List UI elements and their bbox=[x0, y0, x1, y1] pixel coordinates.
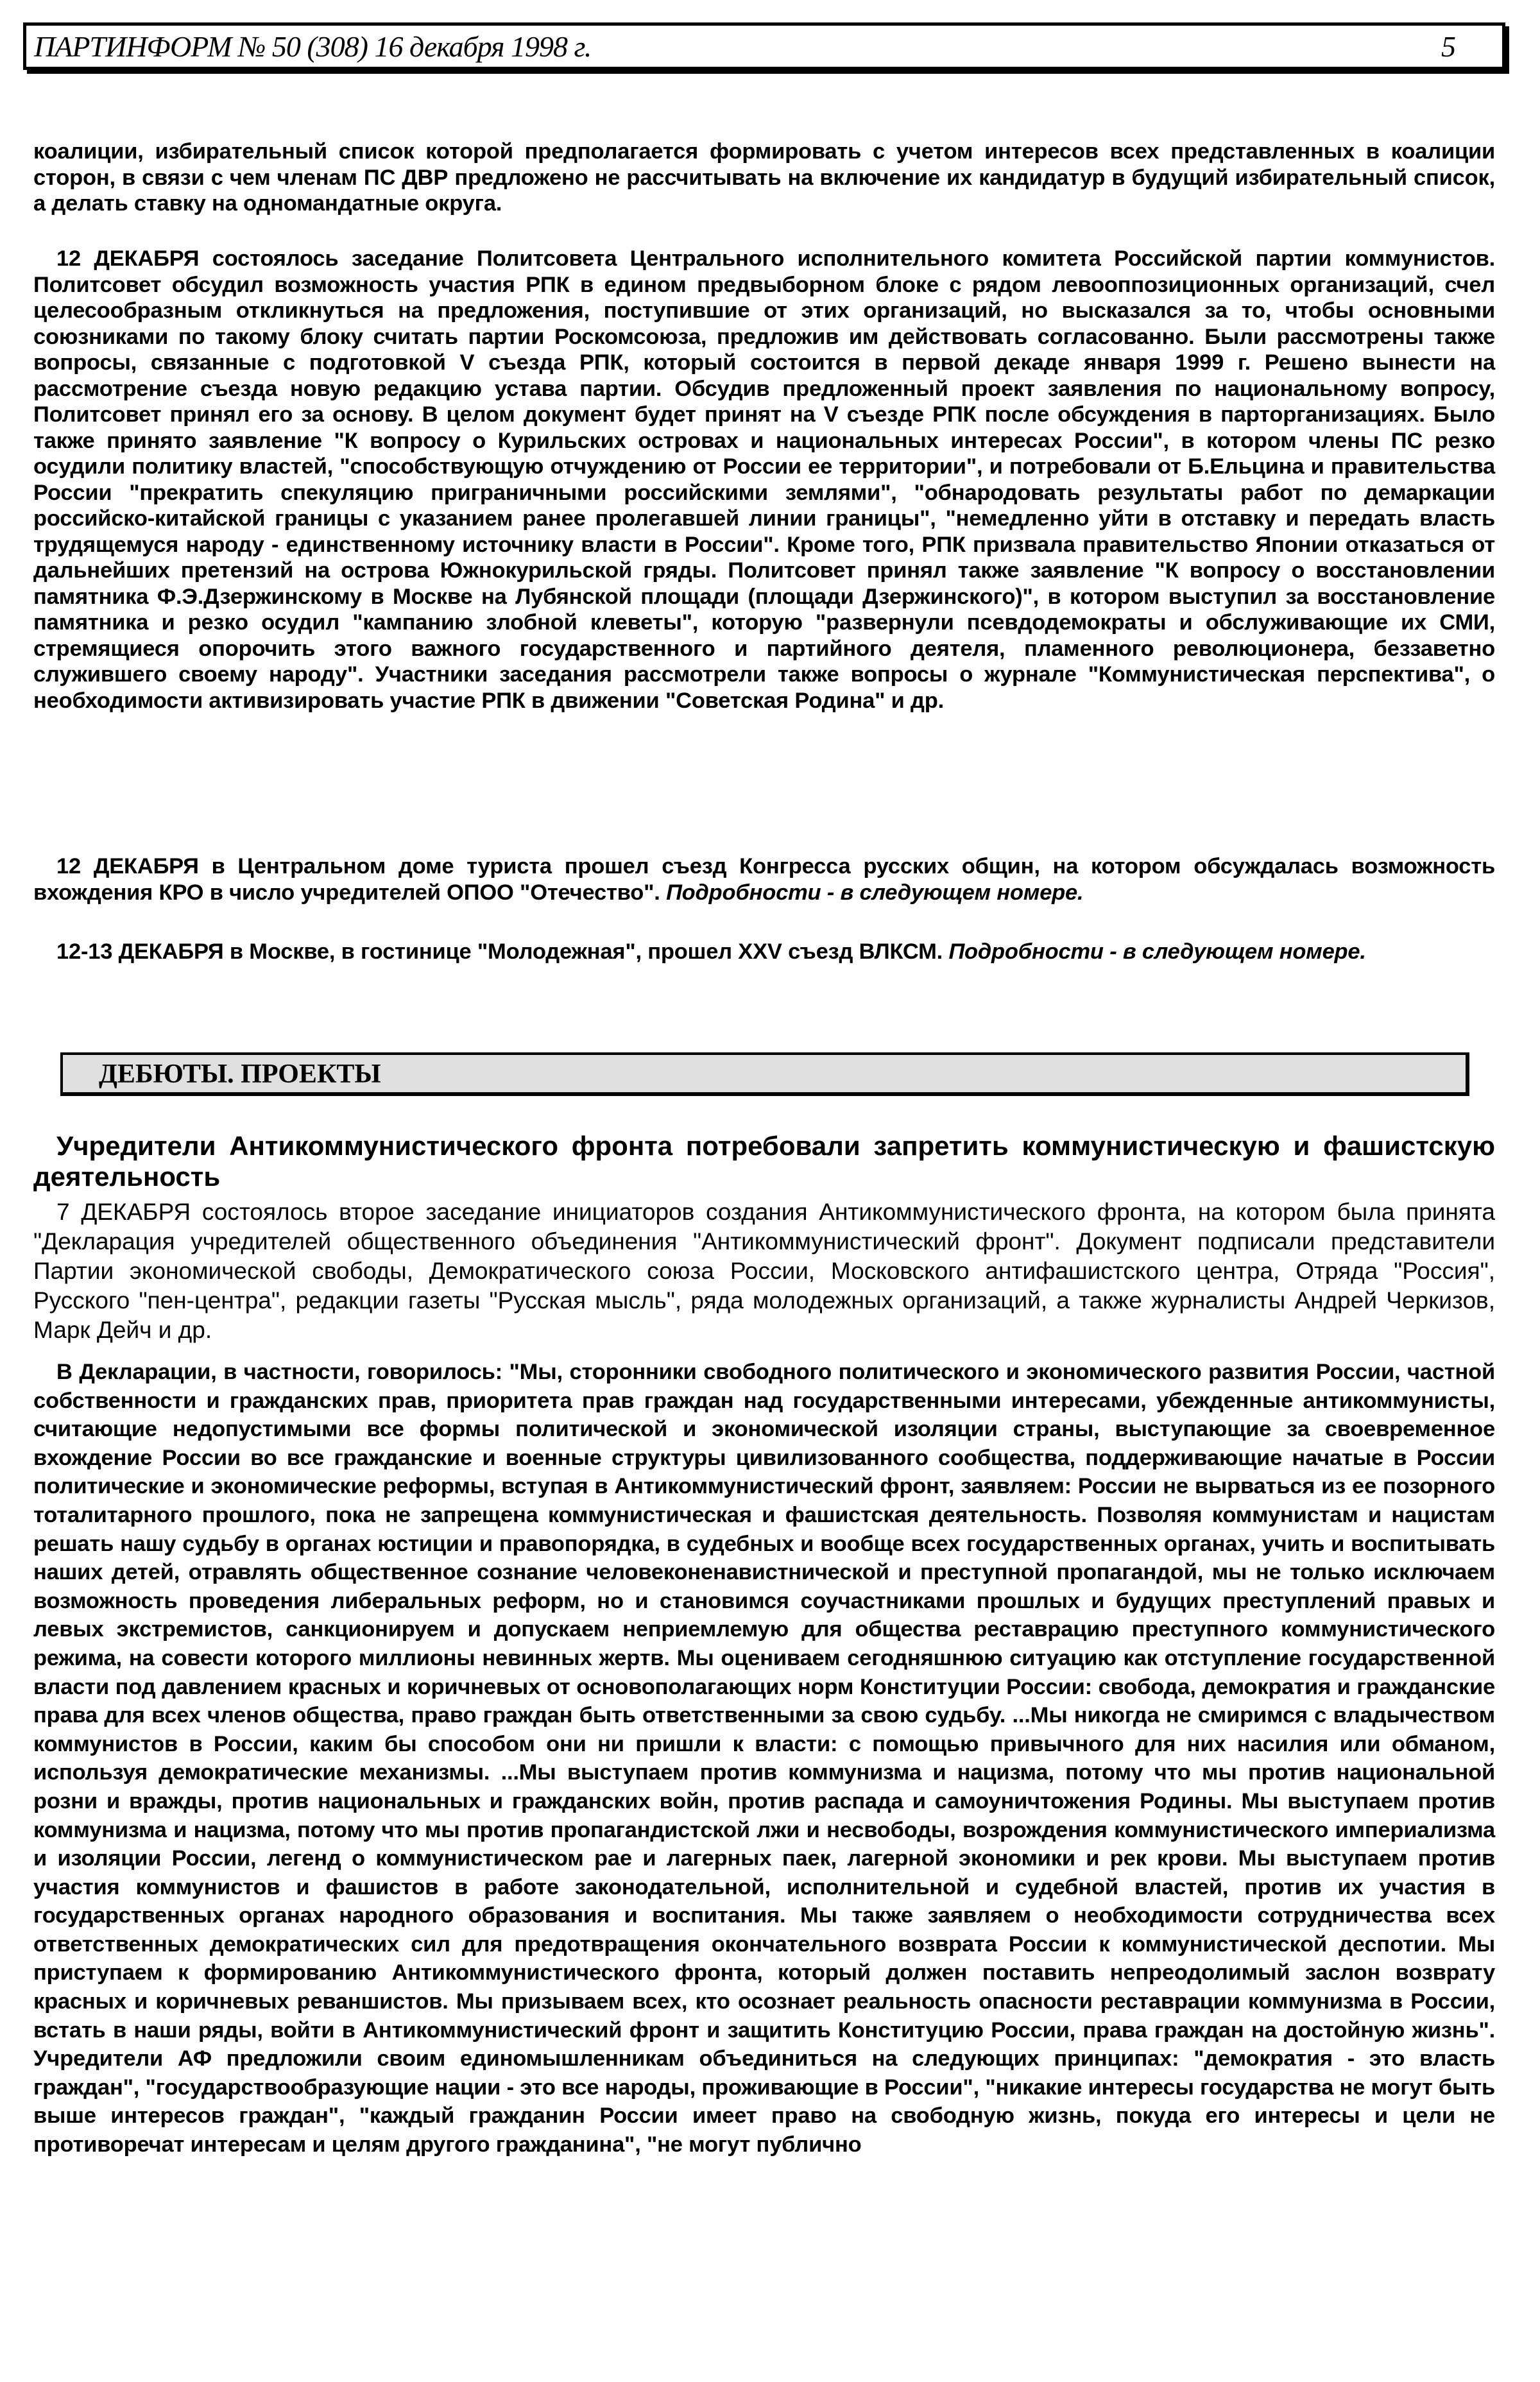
publication-title: ПАРТИНФОРМ № 50 (308) 16 декабря 1998 г. bbox=[34, 30, 592, 63]
news-paragraph: 12 ДЕКАБРЯ состоялось заседание Политсовета Центрального исполнительного комитета Российской партии коммунистов. Политсовет обсудил возможность участия РПК в едином предвыборном блоке с рядом левооппозиционных организаций, счел целесообразным откликнуться на предложения, поступившие от этих организаций, но высказался за то, чтобы основными союзниками по такому блоку считать партии Роскомсоюза, предложив им действовать согласованно. Были рассмотрены также вопросы, связанные с подготовкой V съезда РПК, который состоится в первой декаде января 1999 г. Решено вынести на рассмотрение съезда новую редакцию устава партии. Обсудив предложенный проект заявления по национальному вопросу, Политсовет принял его за основу. В целом документ будет принят на V съезде РПК после обсуждения в парторганизациях. Было также принято заявление "К вопросу о Курильских островах и национальных интересах России", в котором члены ПС резко осудили политику властей, "способствующую отчуждению от России ее территории", и потребовали от Б.Ельцина и правительства России "прекратить спекуляцию приграничными российскими землями", "обнародовать результаты работ по демаркации российско-китайской границы с указанием ранее пролегавшей линии границы", "немедленно уйти в отставку и передать власть трудящемуся народу - единственному источнику власти в России". Кроме того, РПК призвала правительство Японии отказаться от дальнейших претензий на острова Южнокурильской гряды. Политсовет принял также заявление "К вопросу о восстановлении памятника Ф.Э.Дзержинскому в Москве на Лубянской площади (площади Дзержинского)", в котором выступил за восстановление памятника и резко осудил "кампанию злобной клеветы", которую "развернули псевдодемократы и обслуживающие их СМИ, стремящиеся опорочить этого важного государственного и партийного деятеля, пламенного революционера, беззаветно служившего своему народу". Участники заседания рассмотрели также вопросы о журнале "Коммунистическая перспектива", о необходимости активизировать участие РПК в движении "Советская Родина" и др. bbox=[33, 246, 1495, 713]
news-text: 12-13 ДЕКАБРЯ в Москве, в гостинице "Молодежная", прошел XXV съезд ВЛКСМ. bbox=[56, 939, 949, 964]
article-lead: 7 ДЕКАБРЯ состоялось второе заседание инициаторов создания Антикоммунистического фронта, на котором была принята "Декларация учредителей общественного объединения "Антикоммунистический фронт". Документ подписали представители Партии экономической свободы, Демократического союза России, Московского антифашистского центра, Отряда "Россия", Русского "пен-центра", редакции газеты "Русская мысль", ряда молодежных организаций, а также журналисты Андрей Черкизов, Марк Дейч и др. bbox=[33, 1199, 1495, 1343]
news-more-note: Подробности - в следующем номере. bbox=[948, 939, 1366, 964]
article-headline: Учредители Антикоммунистического фронта потребовали запретить коммунистическую и фашистскую деятельность bbox=[33, 1131, 1495, 1192]
page-header bbox=[23, 22, 1505, 70]
news-paragraph: коалиции, избирательный список которой предполагается формировать с учетом интересов всех представленных в коалиции сторон, в связи с чем членам ПС ДВР предложено не рассчитывать на включение их кандидатур в будущий избирательный список, а делать ставку на одномандатные округа. bbox=[33, 139, 1495, 216]
news-more-note: Подробности - в следующем номере. bbox=[666, 880, 1084, 905]
section-banner bbox=[60, 1052, 1469, 1096]
news-paragraph bbox=[33, 853, 1495, 905]
news-text: 12 ДЕКАБРЯ в Центральном доме туриста прошел съезд Конгресса русских общин, на котором обсуждалась возможность вхождения КРО в число учредителей ОПОО "Отечество". bbox=[33, 854, 1495, 905]
news-paragraph bbox=[33, 939, 1495, 965]
article-body: В Декларации, в частности, говорилось: "Мы, сторонники свободного политического и экономического развития России, частной собственности и гражданских прав, приоритета прав граждан над государственными интересами, убежденные антикоммунисты, считающие недопустимыми все формы политической и экономической изоляции страны, выступающие за своевременное вхождение России во все гражданские и военные структуры цивилизованного сообщества, поддерживающие начатые в России политические и экономические реформы, вступая в Антикоммунистический фронт, заявляем: России не вырваться из ее позорного тоталитарного прошлого, пока не запрещена коммунистическая и фашистская деятельность. Позволяя коммунистам и нацистам решать нашу судьбу в органах юстиции и правопорядка, в судебных и вообще всех государственных органах, учить и воспитывать наших детей, отравлять общественное сознание человеконенавистнической и преступной пропагандой, мы не только исключаем возможность проведения либеральных реформ, но и становимся соучастниками прошлых и будущих преступлений правых и левых экстремистов, санкционируем и допускаем неприемлемую для общества реставрацию преступного коммунистического режима, на совести которого миллионы невинных жертв. Мы оцениваем сегодняшнюю ситуацию как отступление государственной власти под давлением красных и коричневых от основополагающих норм Конституции России: свобода, демократия и гражданские права для всех членов общества, право граждан быть ответственными за свою судьбу. ...Мы никогда не смиримся с владычеством коммунистов в России, каким бы способом они ни пришли к власти: с помощью привычного для них насилия или обманом, используя демократические механизмы. ...Мы выступаем против коммунизма и нацизма, потому что мы против национальной розни и вражды, против национальных и гражданских войн, против распада и самоуничтожения Родины. Мы выступаем против коммунизма и нацизма, потому что мы против пропагандистской лжи и несвободы, возрождения коммунистического империализма и изоляции России, легенд о коммунистическом рае и лагерных паек, лагерной экономики и рек крови. Мы выступаем против участия коммунистов и фашистов в работе законодательной, исполнительной и судебной властей, против их участия в государственных органах народного образования и воспитания. Мы также заявляем о необходимости сотрудничества всех ответственных демократических сил для предотвращения окончательного возврата России к коммунистической деспотии. Мы приступаем к формированию Антикоммунистического фронта, который должен поставить непреодолимый заслон возврату красных и коричневых реваншистов. Мы призываем всех, кто осознает реальность опасности реставрации коммунизма в России, встать в наши ряды, войти в Антикоммунистический фронт и защитить Конституцию России, права граждан на достойную жизнь". Учредители АФ предложили своим единомышленникам объединиться на следующих принципах: "демократия - это власть граждан", "государствообразующие нации - это все народы, проживающие в России", "никакие интересы государства не могут быть выше интересов граждан", "каждый гражданин России имеет право на свободную жизнь, покуда его интересы и цели не противоречат интересам и целям другого гражданина", "не могут публично bbox=[33, 1360, 1495, 2157]
section-title: ДЕБЮТЫ. ПРОЕКТЫ bbox=[99, 1059, 381, 1089]
page-number: 5 bbox=[1441, 30, 1456, 63]
